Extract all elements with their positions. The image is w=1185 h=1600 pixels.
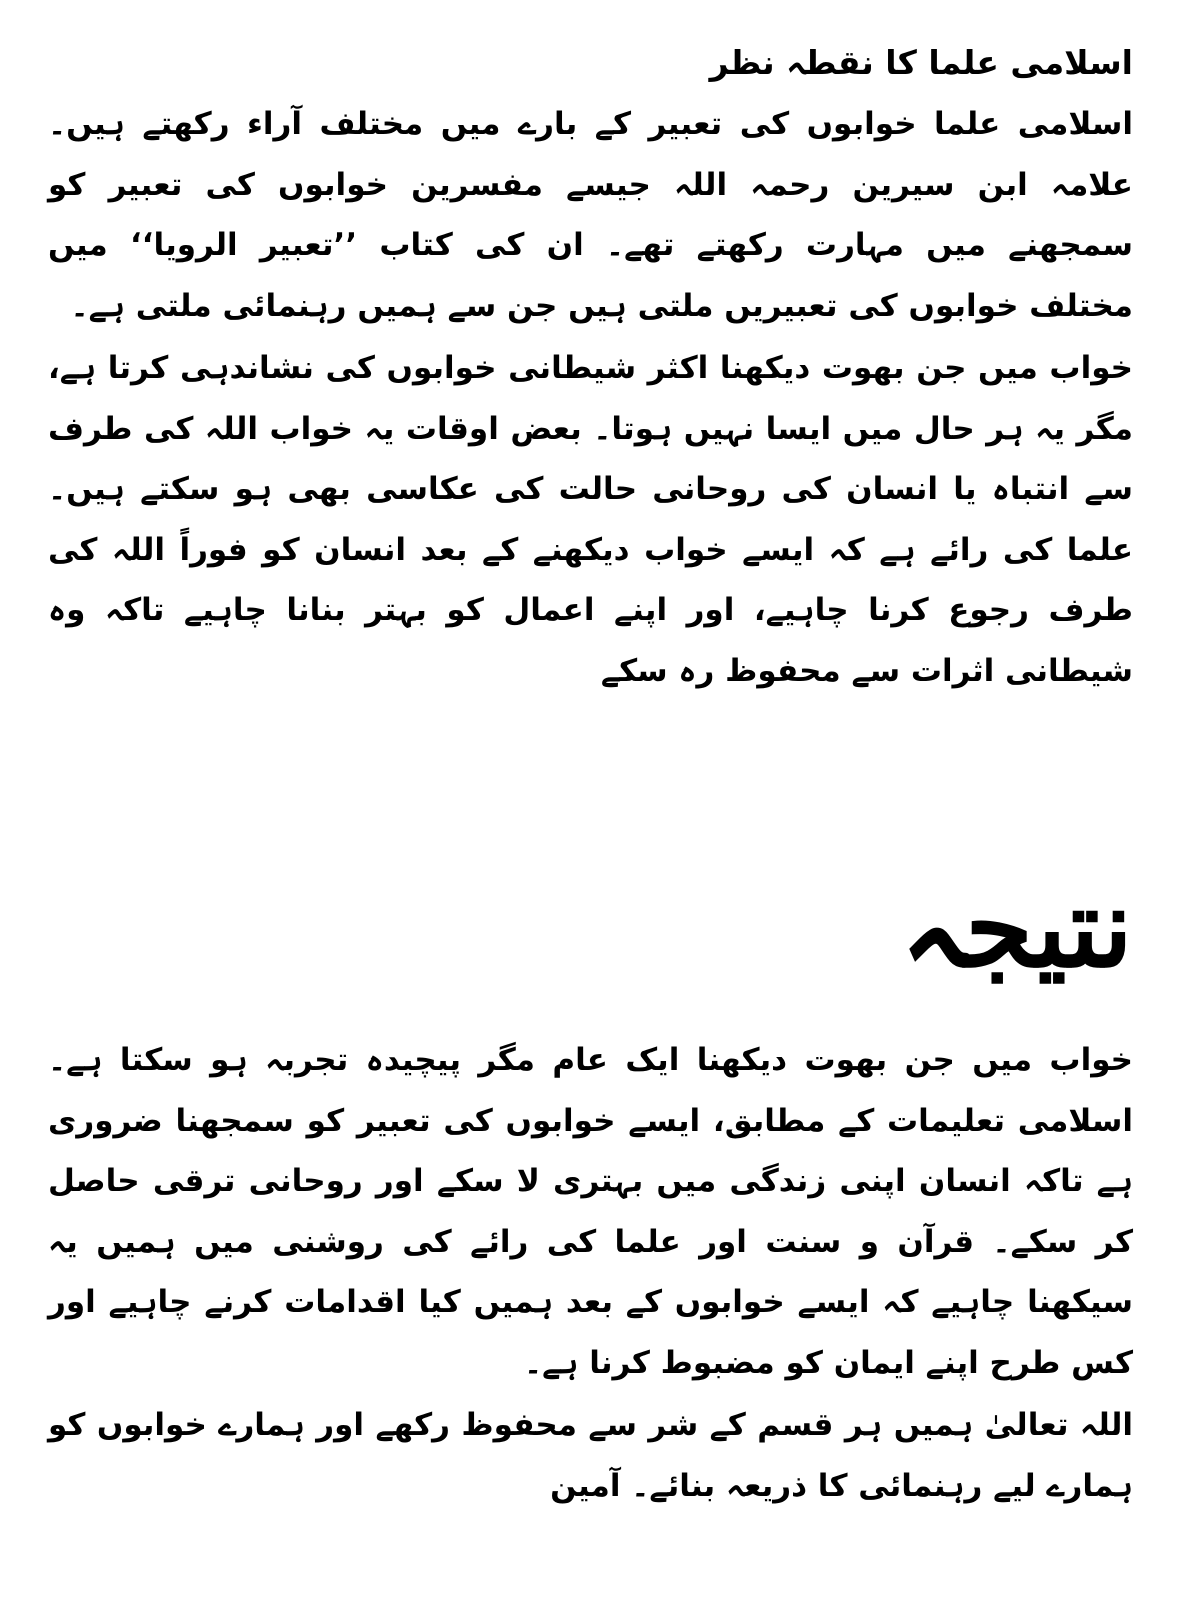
paragraph: خواب میں جن بھوت دیکھنا اکثر شیطانی خوابوں کی نشاندہی کرتا ہے، مگر یہ ہر حال میں ایسا نہیں ہوتا۔ بعض اوقات یہ خواب اللہ کی طرف سے انتباہ یا انسان کی روحانی حالت کی عکاسی بھی ہو سکتے ہیں۔ علما کی رائے ہے کہ ایسے خواب دیکھنے کے بعد انسان کو فوراً اللہ کی طرف رجوع کرنا چاہیے، اور اپنے اعمال کو بہتر بنانا چاہیے تاکہ وہ شیطانی اثرات سے محفوظ رہ سکے xyxy=(48,350,1133,689)
closing-paragraph: اللہ تعالیٰ ہمیں ہر قسم کے شر سے محفوظ رکھے اور ہمارے خوابوں کو ہمارے لیے رہنمائی کا ذریعہ بنائے۔ آمین xyxy=(48,1407,1133,1504)
paragraph: خواب میں جن بھوت دیکھنا ایک عام مگر پیچیدہ تجربہ ہو سکتا ہے۔ اسلامی تعلیمات کے مطابق، ایسے خوابوں کی تعبیر کو سمجھنا ضروری ہے تاکہ انسان اپنی زندگی میں بہتری لا سکے اور روحانی ترقی حاصل کر سکے۔ قرآن و سنت اور علما کی رائے کی روشنی میں ہمیں یہ سیکھنا چاہیے کہ ایسے خوابوں کے بعد ہمیں کیا اقدامات کرنے چاہیے اور کس طرح اپنے ایمان کو مضبوط کرنا ہے۔ xyxy=(48,1042,1133,1381)
paragraph: اسلامی علما خوابوں کی تعبیر کے بارے میں مختلف آراء رکھتے ہیں۔ علامہ ابن سیرین رحمہ اللہ جیسے مفسرین خوابوں کی تعبیر کو سمجھنے میں مہارت رکھتے تھے۔ ان کی کتاب ’’تعبیر الرویا‘‘ میں مختلف خوابوں کی تعبیریں ملتی ہیں جن سے ہمیں رہنمائی ملتی ہے۔ xyxy=(48,106,1133,324)
section-opinion xyxy=(48,36,1133,701)
section-conclusion xyxy=(48,1030,1133,1516)
section-heading: اسلامی علما کا نقطہ نظر xyxy=(709,43,1133,82)
conclusion-heading: نتیجہ xyxy=(900,863,1133,992)
